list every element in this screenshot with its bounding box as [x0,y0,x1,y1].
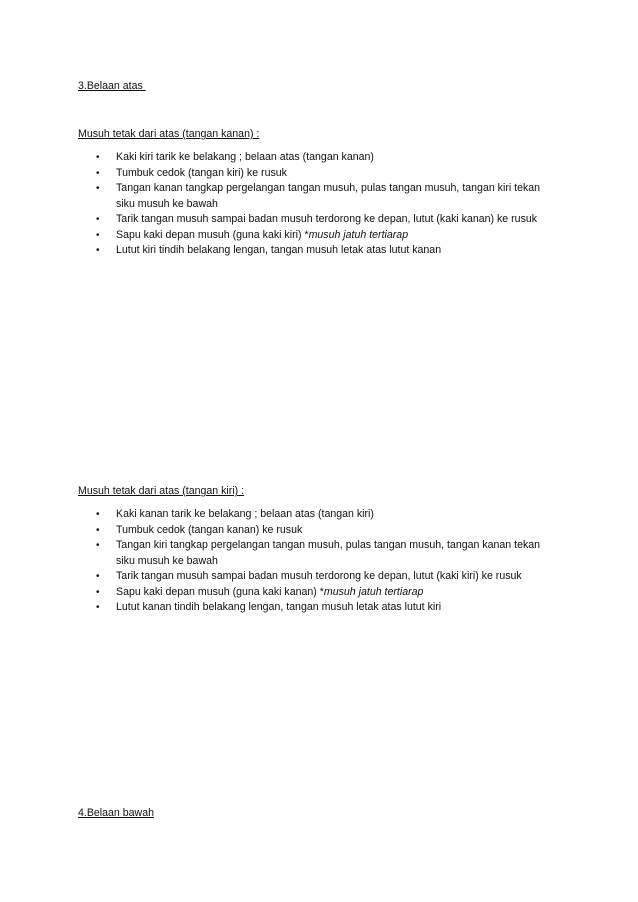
bullet-icon: • [96,602,100,613]
bullet-icon: • [96,229,100,241]
list-item: • Lutut kanan tindih belakang lengan, tangan musuh letak atas lutut kiri [0,600,638,616]
bullet-icon: • [96,540,100,551]
list-item: • Tangan kiri tangkap pergelangan tangan musuh, pulas tangan musuh, tangan kanan tekan siku musuh ke bawah [96,539,541,567]
subheading-tangan-kanan: Musuh tetak dari atas (tangan kanan) : [78,128,260,140]
list-item: • Lutut kiri tindih belakang lengan, tangan musuh letak atas lutut kanan [0,243,638,259]
list-item: • Tumbuk cedok (tangan kiri) ke rusuk [0,166,638,182]
bullet-icon: • [96,571,100,582]
subheading-tangan-kiri: Musuh tetak dari atas (tangan kiri) : [78,485,245,497]
note-text: musuh jatuh tertiarap [323,585,424,598]
note-text: musuh jatuh tertiarap [308,228,409,241]
list-item: • Kaki kiri tarik ke belakang ; belaan atas (tangan kanan) [0,150,638,166]
bullet-icon: • [96,152,100,163]
steps-list-tangan-kanan [0,150,638,259]
bullet-icon: • [96,509,100,520]
steps-list-tangan-kiri [0,507,638,616]
list-item: • Tarik tangan musuh sampai badan musuh terdorong ke depan, lutut (kaki kiri) ke rusuk [0,569,638,585]
list-item: • Kaki kanan tarik ke belakang ; belaan atas (tangan kiri) [0,507,638,523]
list-item: • Tarik tangan musuh sampai badan musuh terdorong ke depan, lutut (kaki kanan) ke rusuk [0,212,638,228]
bullet-icon: • [96,167,100,179]
list-item: • Tangan kanan tangkap pergelangan tangan musuh, pulas tangan musuh, tangan kiri tekan siku musuh ke bawah [96,182,541,210]
section-heading-belaan-atas: 3.Belaan atas [78,80,146,92]
section-heading-belaan-bawah: 4.Belaan bawah [78,807,154,819]
bullet-icon: • [96,586,100,598]
bullet-icon: • [96,183,100,194]
list-item: • Sapu kaki depan musuh (guna kaki kiri) *musuh jatuh tertiarap [0,228,638,244]
bullet-icon: • [96,214,100,225]
bullet-icon: • [96,245,100,256]
list-item: • Tumbuk cedok (tangan kanan) ke rusuk [0,523,638,539]
list-item: • Sapu kaki depan musuh (guna kaki kanan) *musuh jatuh tertiarap [0,585,638,601]
bullet-icon: • [96,524,100,536]
